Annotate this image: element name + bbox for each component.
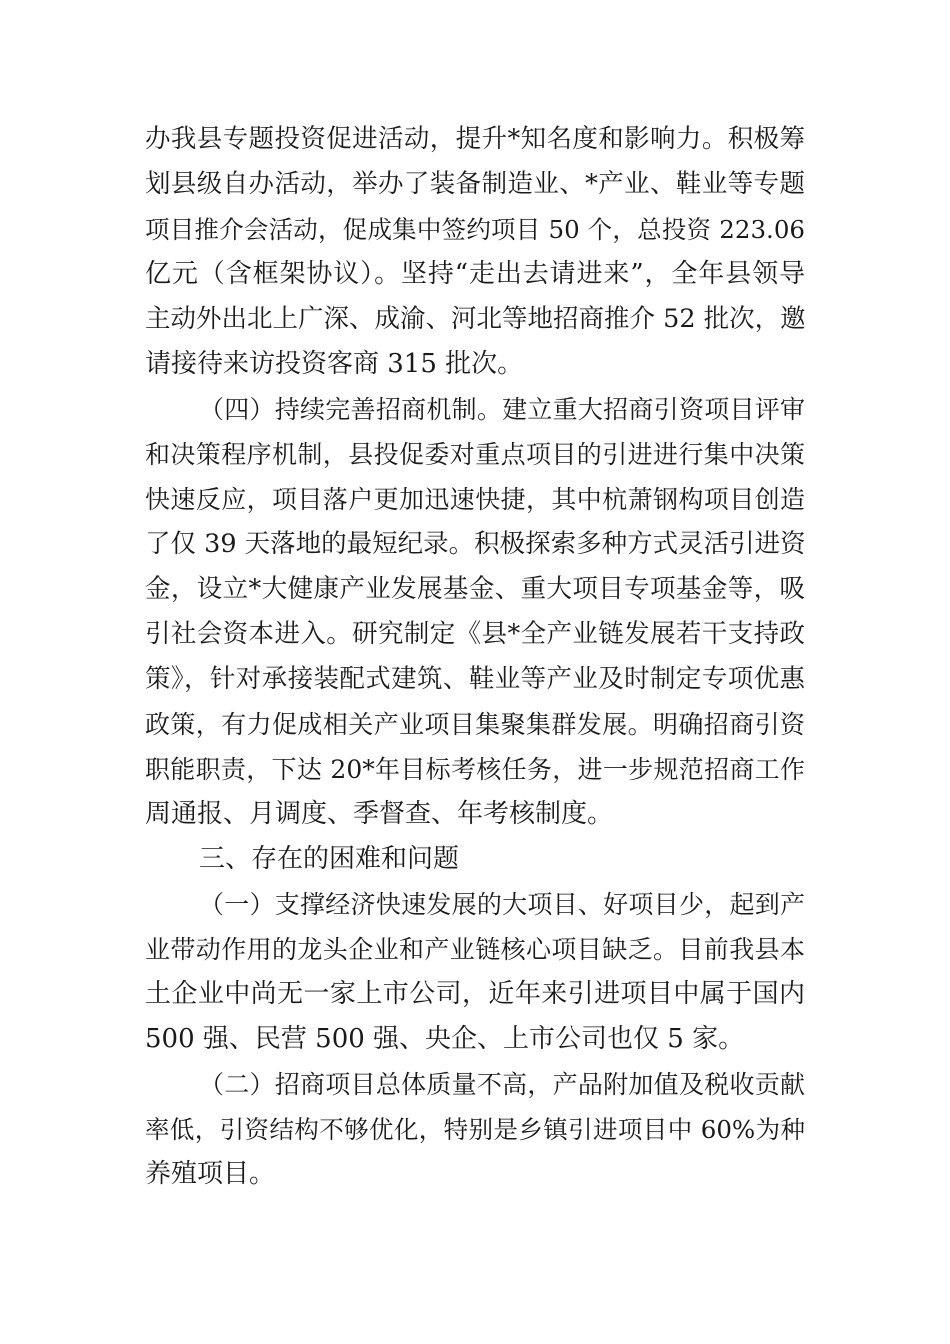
text-line: 500 强、民营 500 强、央企、上市公司也仅 5 家。: [145, 1024, 745, 1054]
text-line: 率低，引资结构不够优化，特别是乡镇引进项目中 60%为种: [145, 1115, 805, 1144]
text-line: 亿元（含框架协议）。坚持“走出去请进来”，全年县领导: [145, 259, 805, 289]
problem-paragraph-2: [145, 1062, 805, 1197]
text-line: 周通报、月调度、季督查、年考核制度。: [145, 799, 614, 829]
paragraph-3-continued: [145, 117, 805, 387]
text-line: 请接待来访投资客商 315 批次。: [145, 349, 524, 379]
document-body: [145, 117, 805, 1197]
text-line: 土企业中尚无一家上市公司，近年来引进项目中属于国内: [145, 979, 805, 1009]
paragraph-heading-line: （二）招商项目总体质量不高，产品附加值及税收贡献: [199, 1070, 805, 1099]
text-line: 业带动作用的龙头企业和产业链核心项目缺乏。目前我县本: [145, 935, 805, 964]
text-line: 职能职责，下达 20*年目标考核任务，进一步规范招商工作: [145, 755, 805, 784]
text-line: 政策，有力促成相关产业项目集聚集群发展。明确招商引资: [145, 710, 805, 739]
section-heading: 三、存在的困难和问题: [199, 844, 460, 874]
paragraph-4: [145, 387, 805, 837]
text-line: 养殖项目。: [145, 1159, 276, 1189]
text-line: 办我县专题投资促进活动，提升*知名度和影响力。积极筹: [145, 124, 805, 154]
paragraph-heading-line: （一）支撑经济快速发展的大项目、好项目少，起到产: [199, 890, 805, 919]
text-line: 项目推介会活动，促成集中签约项目 50 个，总投资 223.06: [145, 215, 805, 244]
problem-paragraph-1: [145, 882, 805, 1062]
text-line: 快速反应，项目落户更加迅速快捷，其中杭萧钢构项目创造: [145, 485, 805, 514]
text-line: 引社会资本进入。研究制定《县*全产业链发展若干支持政: [145, 619, 805, 649]
text-line: 了仅 39 天落地的最短纪录。积极探索多种方式灵活引进资: [145, 529, 806, 559]
text-line: 金，设立*大健康产业发展基金、重大项目专项基金等，吸: [145, 574, 805, 604]
text-line: 主动外出北上广深、成渝、河北等地招商推介 52 批次，邀: [145, 304, 806, 334]
text-line: 和决策程序机制，县投促委对重点项目的引进进行集中决策: [145, 440, 805, 469]
paragraph-heading-line: （四）持续完善招商机制。建立重大招商引资项目评审: [199, 395, 805, 424]
text-line: 策》，针对承接装配式建筑、鞋业等产业及时制定专项优惠: [145, 664, 805, 694]
text-line: 划县级自办活动，举办了装备制造业、*产业、鞋业等专题: [145, 169, 805, 199]
